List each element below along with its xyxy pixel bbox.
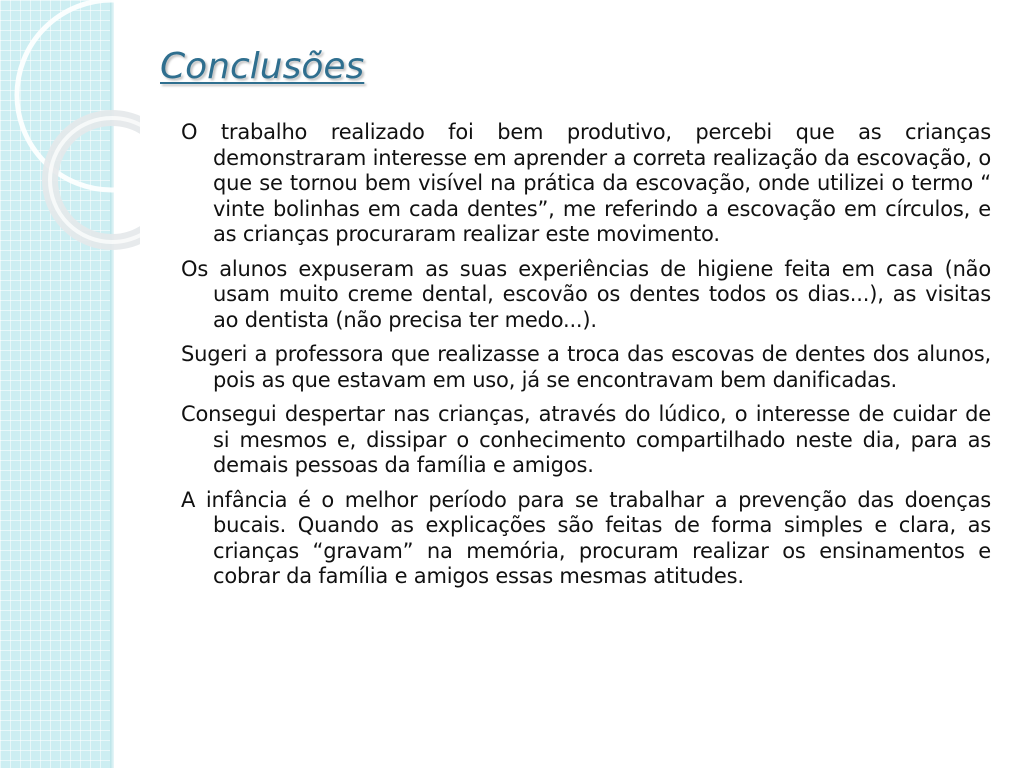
paragraph: O trabalho realizado foi bem produtivo, percebi que as crianças demonstraram interesse em aprender a correta realização da escovação, o que se tornou bem visível na prática da escovação, onde utilizei o termo “ vinte bolinhas em cada dentes”, me referindo a escovação em círculos, e as crianças procuraram realizar este movimento. [181,120,991,246]
paragraph: A infância é o melhor período para se trabalhar a prevenção das doenças bucais. Quando as explicações são feitas de forma simples e clara, as crianças “gravam” na memória, procuram realizar os ensinamentos e cobrar da família e amigos essas mesmas atitudes. [181,487,991,588]
slide-title: Conclusões [160,46,365,87]
paragraph: Consegui despertar nas crianças, através do lúdico, o interesse de cuidar de si mesmos e, dissipar o conhecimento compartilhado neste dia, para as demais pessoas da família e amigos. [181,402,991,477]
large-arc [17,0,140,190]
decorative-circles [0,0,140,300]
paragraph: Os alunos expuseram as suas experiências de higiene feita em casa (não usam muito creme dental, escovão os dentes todos os dias...), as visitas ao dentista (não precisa ter medo...). [181,256,991,332]
slide-body [181,120,991,599]
paragraph: Sugeri a professora que realizasse a troca das escovas de dentes dos alunos, pois as que estavam em uso, já se encontravam bem danificadas. [181,342,991,392]
small-arc [50,118,140,242]
